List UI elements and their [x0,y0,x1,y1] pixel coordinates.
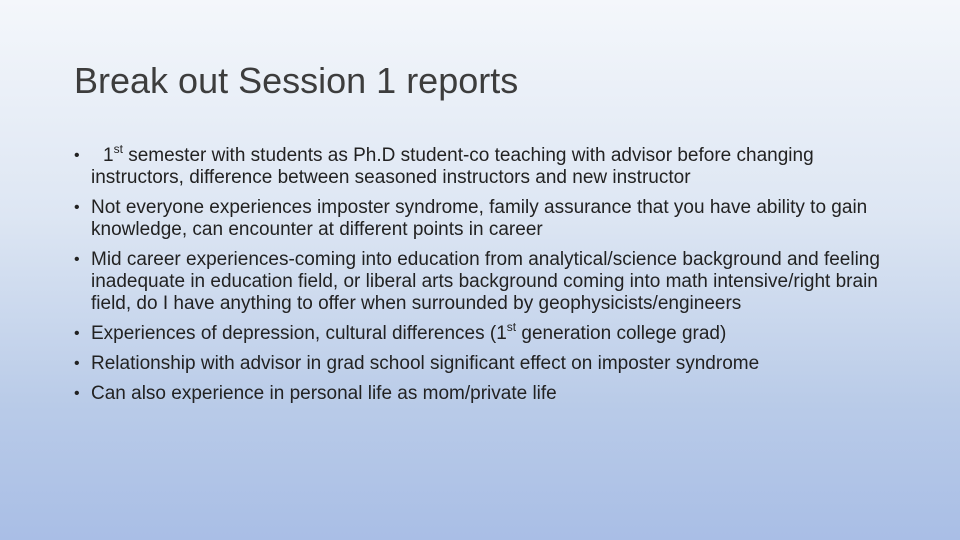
bullet-dot: • [74,355,80,372]
bullet-text: Mid career experiences-coming into education from analytical/science background and feeling inadequate in education field, or liberal arts background coming into math intensive/right brain field, do I have anything to offer when surrounded by geophysicists/engineers [91,249,880,314]
bullet-list [74,141,904,413]
bullet-text-end: generation college grad) [516,323,727,344]
bullet-dot: • [74,147,80,164]
bullet-item [74,353,904,375]
bullet-text-start: Experiences of depression, cultural differences (1 [91,323,507,344]
bullet-item [74,197,904,241]
ordinal-suffix: st [113,141,123,156]
bullet-item [74,141,904,189]
bullet-text: Can also experience in personal life as mom/private life [91,383,557,404]
bullet-dot: • [74,251,80,268]
bullet-item [74,319,904,345]
bullet-text-end: semester with students as Ph.D student-co teaching with advisor before changing instructors, difference between seasoned instructors and new instructor [91,145,814,188]
bullet-text [91,319,727,344]
bullet-text-start: 1 [103,145,114,166]
bullet-dot: • [74,385,80,402]
ordinal-suffix: st [506,319,517,334]
bullet-dot: • [74,325,80,342]
bullet-text [91,141,814,188]
bullet-item [74,249,904,315]
bullet-item [74,383,904,405]
bullet-text: Relationship with advisor in grad school significant effect on imposter syndrome [91,353,760,374]
slide-title: Break out Session 1 reports [74,60,519,101]
bullet-dot: • [74,199,80,216]
bullet-text: Not everyone experiences imposter syndrome, family assurance that you have ability to gain knowledge, can encounter at different points in career [91,197,868,240]
